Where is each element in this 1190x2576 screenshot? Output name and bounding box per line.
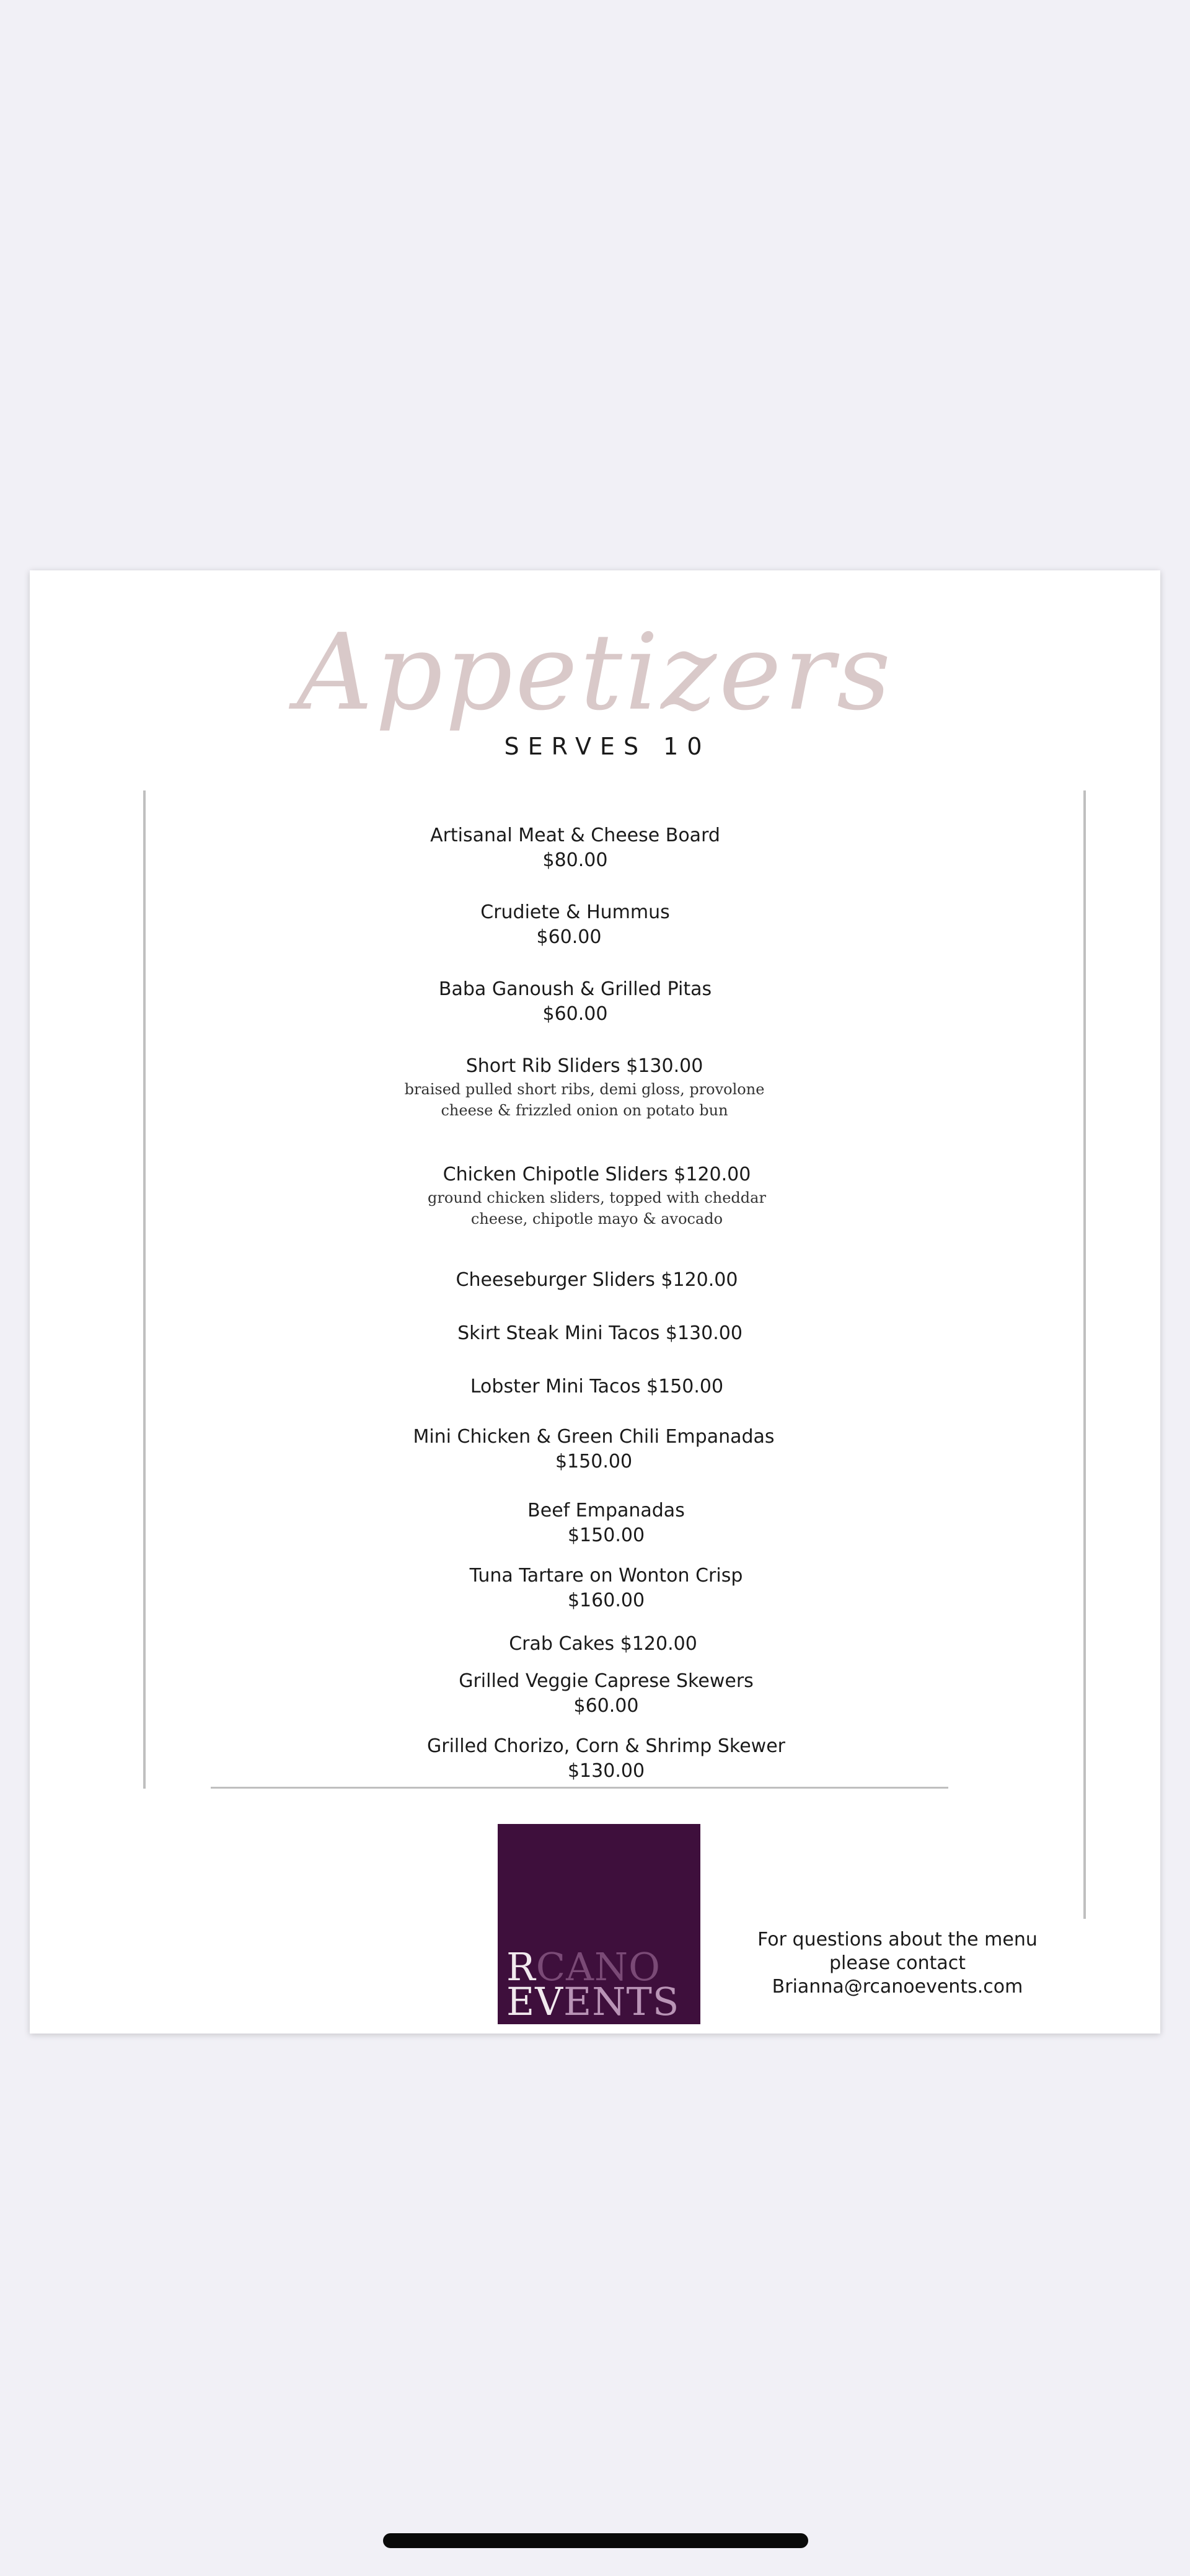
item-name: Crudiete & Hummus: [480, 901, 670, 923]
contact-info: [724, 1928, 1071, 1999]
menu-item: [327, 977, 823, 1027]
item-price: $130.00: [567, 1760, 645, 1782]
contact-line: For questions about the menu: [757, 1929, 1038, 1950]
item-name: Chicken Chipotle Sliders $120.00: [443, 1164, 751, 1185]
menu-item: [327, 1268, 823, 1293]
menu-title: Appetizers: [296, 611, 894, 734]
menu-card: [30, 570, 1160, 2034]
left-border-line: [143, 790, 146, 1789]
contact-email: Brianna@rcanoevents.com: [772, 1976, 1023, 1998]
menu-item: [327, 1425, 860, 1474]
item-name: Short Rib Sliders $130.00: [465, 1055, 703, 1077]
home-indicator[interactable]: [383, 2533, 808, 2548]
item-name: Lobster Mini Tacos $150.00: [470, 1376, 724, 1397]
item-name: Baba Ganoush & Grilled Pitas: [438, 978, 712, 1000]
item-name: Mini Chicken & Green Chili Empanadas: [413, 1426, 775, 1448]
item-name: Cheeseburger Sliders $120.00: [456, 1269, 738, 1291]
menu-item: [358, 1498, 854, 1548]
menu-item: [327, 823, 823, 873]
menu-item: [358, 1669, 854, 1719]
bottom-border-line: [211, 1787, 948, 1789]
menu-item: [327, 1734, 885, 1784]
item-price: $60.00: [536, 926, 602, 948]
menu-item: [327, 1054, 823, 1121]
serves-subtitle: SERVES 10: [504, 733, 711, 760]
item-description: ground chicken sliders, topped with cheddar: [428, 1189, 766, 1206]
item-price: $150.00: [567, 1525, 645, 1546]
item-description: braised pulled short ribs, demi gloss, provolone: [404, 1081, 765, 1098]
menu-item: [327, 900, 823, 950]
menu-item: [327, 1374, 823, 1399]
item-name: Crab Cakes $120.00: [509, 1633, 697, 1655]
right-border-line: [1083, 790, 1086, 1919]
item-name: Artisanal Meat & Cheese Board: [430, 825, 720, 846]
item-name: Tuna Tartare on Wonton Crisp: [469, 1565, 743, 1587]
item-name: Grilled Chorizo, Corn & Shrimp Skewer: [426, 1735, 786, 1757]
menu-item: [327, 1162, 823, 1229]
item-name: Grilled Veggie Caprese Skewers: [459, 1670, 754, 1692]
item-description: cheese & frizzled onion on potato bun: [441, 1102, 728, 1119]
menu-item: [358, 1632, 854, 1657]
item-price: $60.00: [542, 1003, 608, 1025]
item-price: $150.00: [555, 1451, 633, 1472]
item-name: Skirt Steak Mini Tacos $130.00: [457, 1322, 743, 1344]
item-description: cheese, chipotle mayo & avocado: [470, 1210, 723, 1228]
rcano-events-logo: RCANO EVENTS: [498, 1824, 700, 2024]
menu-item: [358, 1564, 854, 1613]
item-price: $80.00: [542, 849, 608, 871]
item-price: $160.00: [567, 1590, 645, 1611]
item-name: Beef Empanadas: [527, 1500, 685, 1521]
contact-line: please contact: [829, 1952, 966, 1974]
item-price: $60.00: [573, 1695, 639, 1717]
menu-item: [327, 1321, 823, 1346]
